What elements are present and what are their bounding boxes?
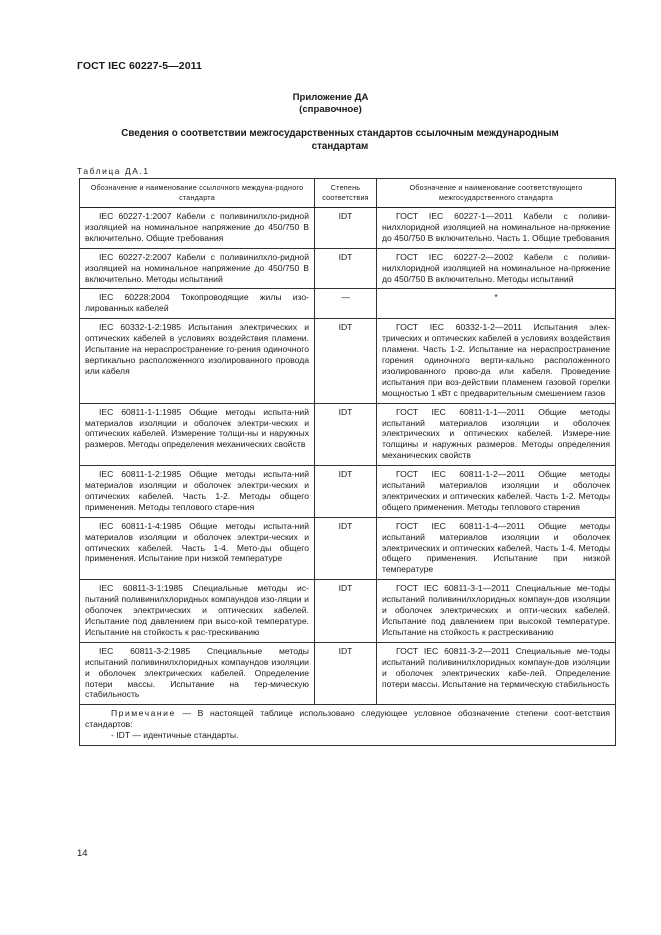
cell-degree: IDT xyxy=(315,403,377,466)
page-title: Сведения о соответствии межгосударственных стандартов ссылочным международным стандартам xyxy=(121,128,559,152)
cell-degree: IDT xyxy=(315,580,377,643)
cell-national-standard: ГОСТ IEC 60811-1-2—2011 Общие методы испытаний материалов изоляции и оболочек электрических и оптических кабелей. Часть 1-2. Методы общего применения. Методы теплового старения xyxy=(377,466,616,518)
annex-title: Приложение ДА xyxy=(292,92,369,103)
table-row xyxy=(80,517,616,580)
cell-international-standard: IEC 60811-1-4:1985 Общие методы испыта-ний материалов изоляции и оболочек электри-ческих и оптических кабелей. Часть 1-4. Мето-ды общего применения. Испытание при низкой температуре xyxy=(80,517,315,580)
cell-international-standard: IEC 60811-3-2:1985 Специальные методы испытаний поливинилхлоридных компаундов изоляции и оболочек электрических кабелей. Определение потери массы. Испытание на тер-мическую стабильность xyxy=(80,642,315,705)
table-note-row xyxy=(80,705,616,746)
page-number: 14 xyxy=(77,848,88,859)
table-row xyxy=(80,466,616,518)
cell-degree: IDT xyxy=(315,248,377,289)
cell-degree: IDT xyxy=(315,642,377,705)
cell-degree: IDT xyxy=(315,319,377,403)
document-header: ГОСТ IEC 60227-5—2011 xyxy=(77,60,202,72)
table-row xyxy=(80,580,616,643)
table-row xyxy=(80,403,616,466)
cell-national-standard: ГОСТ IEC 60811-1-4—2011 Общие методы испытаний материалов изоляции и оболочек электрических и оптических кабелей. Часть 1-4. Методы общего применения. Испытание при низкой температуре xyxy=(377,517,616,580)
cell-national-standard: ГОСТ IEC 60332-1-2—2011 Испытания элек-трических и оптических кабелей в условиях воздействия пламени. Часть 1-2. Испытание на нераспространение горения одиночного верти-кально расположенного изолированного прово-да или кабеля. Проведение испытания при воз-действии пламенем газовой горелки мощностью 1 кВт с предварительным смешением газов xyxy=(377,319,616,403)
header-degree: Степень соответствия xyxy=(315,179,377,208)
cell-international-standard: IEC 60811-3-1:1985 Специальные методы ис-пытаний поливинилхлоридных компаундов изо-ляции и оболочек электрических и оптических кабелей. Испытание под давлением при высо-кой температуре. Испытание на стойкость к рас-трескиванию xyxy=(80,580,315,643)
table-row xyxy=(80,248,616,289)
note-text: — В настоящей таблице использовано следующее условное обозначение степени соот-ветствия стандартов: xyxy=(85,708,610,730)
cell-national-standard: ГОСТ IEC 60811-3-1—2011 Специальные ме-тоды испытаний поливинилхлоридных компаун-дов изоляции и оболочек электрических и опти-ческих кабелей. Испытание под давлением при высокой температуре. Испытание на стойкость к растрескиванию xyxy=(377,580,616,643)
note-paragraph xyxy=(85,708,610,730)
cell-international-standard: IEC 60332-1-2:1985 Испытания электрических и оптических кабелей в условиях воздействия пламени. Испытание на нераспространение го-рения одиночного вертикально расположенного изолированного провода или кабеля xyxy=(80,319,315,403)
cell-national-standard: * xyxy=(377,289,616,319)
cell-degree: IDT xyxy=(315,466,377,518)
table-row xyxy=(80,208,616,249)
annex-subtitle: (справочное) xyxy=(299,104,362,115)
cell-national-standard: ГОСТ IEC 60811-1-1—2011 Общие методы испытаний материалов изоляции и оболочек электрических и оптических кабелей. Измере-ние толщины и наружных размеров. Методы определения механических свойств xyxy=(377,403,616,466)
correspondence-table xyxy=(79,178,616,746)
table-note xyxy=(80,705,616,746)
note-item: - IDT — идентичные стандарты. xyxy=(111,730,239,741)
header-international-standard: Обозначение и наименование ссылочного междуна-родного стандарта xyxy=(80,179,315,208)
cell-degree: IDT xyxy=(315,517,377,580)
cell-international-standard: IEC 60227-2:2007 Кабели с поливинилхло-ридной изоляцией на номинальное напряжение до 450/750 В включительно. Методы испытаний xyxy=(80,248,315,289)
table-row xyxy=(80,642,616,705)
table-header-row xyxy=(80,179,616,208)
cell-international-standard: IEC 60811-1-2:1985 Общие методы испыта-ний материалов изоляции и оболочек электри-ческих и оптических кабелей. Часть 1-2. Методы общего применения. Методы теплового старе-ния xyxy=(80,466,315,518)
cell-national-standard: ГОСТ IEC 60811-3-2—2011 Специальные ме-тоды испытаний поливинилхлоридных компаун-дов изоляции и оболочек электрических кабе-лей. Определение потери массы. Испытание на термическую стабильность xyxy=(377,642,616,705)
cell-international-standard: IEC 60811-1-1:1985 Общие методы испыта-ний материалов изоляции и оболочек электри-ческих и оптических кабелей. Измерение толщи-ны и наружных размеров. Методы определения механических свойств xyxy=(80,403,315,466)
note-label: Примечание xyxy=(111,708,176,719)
cell-national-standard: ГОСТ IEC 60227-1—2011 Кабели с поливи-нилхлоридной изоляцией на номинальное на-пряжение до 450/750 В включительно. Часть 1. Общие требования xyxy=(377,208,616,249)
cell-international-standard: IEC 60228:2004 Токопроводящие жилы изо-лированных кабелей xyxy=(80,289,315,319)
cell-international-standard: IEC 60227-1:2007 Кабели с поливинилхло-ридной изоляцией на номинальное напряжение до 450/750 В включительно. Общие требования xyxy=(80,208,315,249)
table-row xyxy=(80,289,616,319)
header-national-standard: Обозначение и наименование соответствующего межгосударственного стандарта xyxy=(377,179,616,208)
table-label: Таблица ДА.1 xyxy=(77,166,150,176)
cell-degree: — xyxy=(315,289,377,319)
cell-degree: IDT xyxy=(315,208,377,249)
annex-heading xyxy=(0,92,661,116)
table-row xyxy=(80,319,616,403)
cell-national-standard: ГОСТ IEC 60227-2—2002 Кабели с поливи-нилхлоридной изоляцией на номинальное на-пряжение до 450/750 В включительно. Методы испытаний xyxy=(377,248,616,289)
